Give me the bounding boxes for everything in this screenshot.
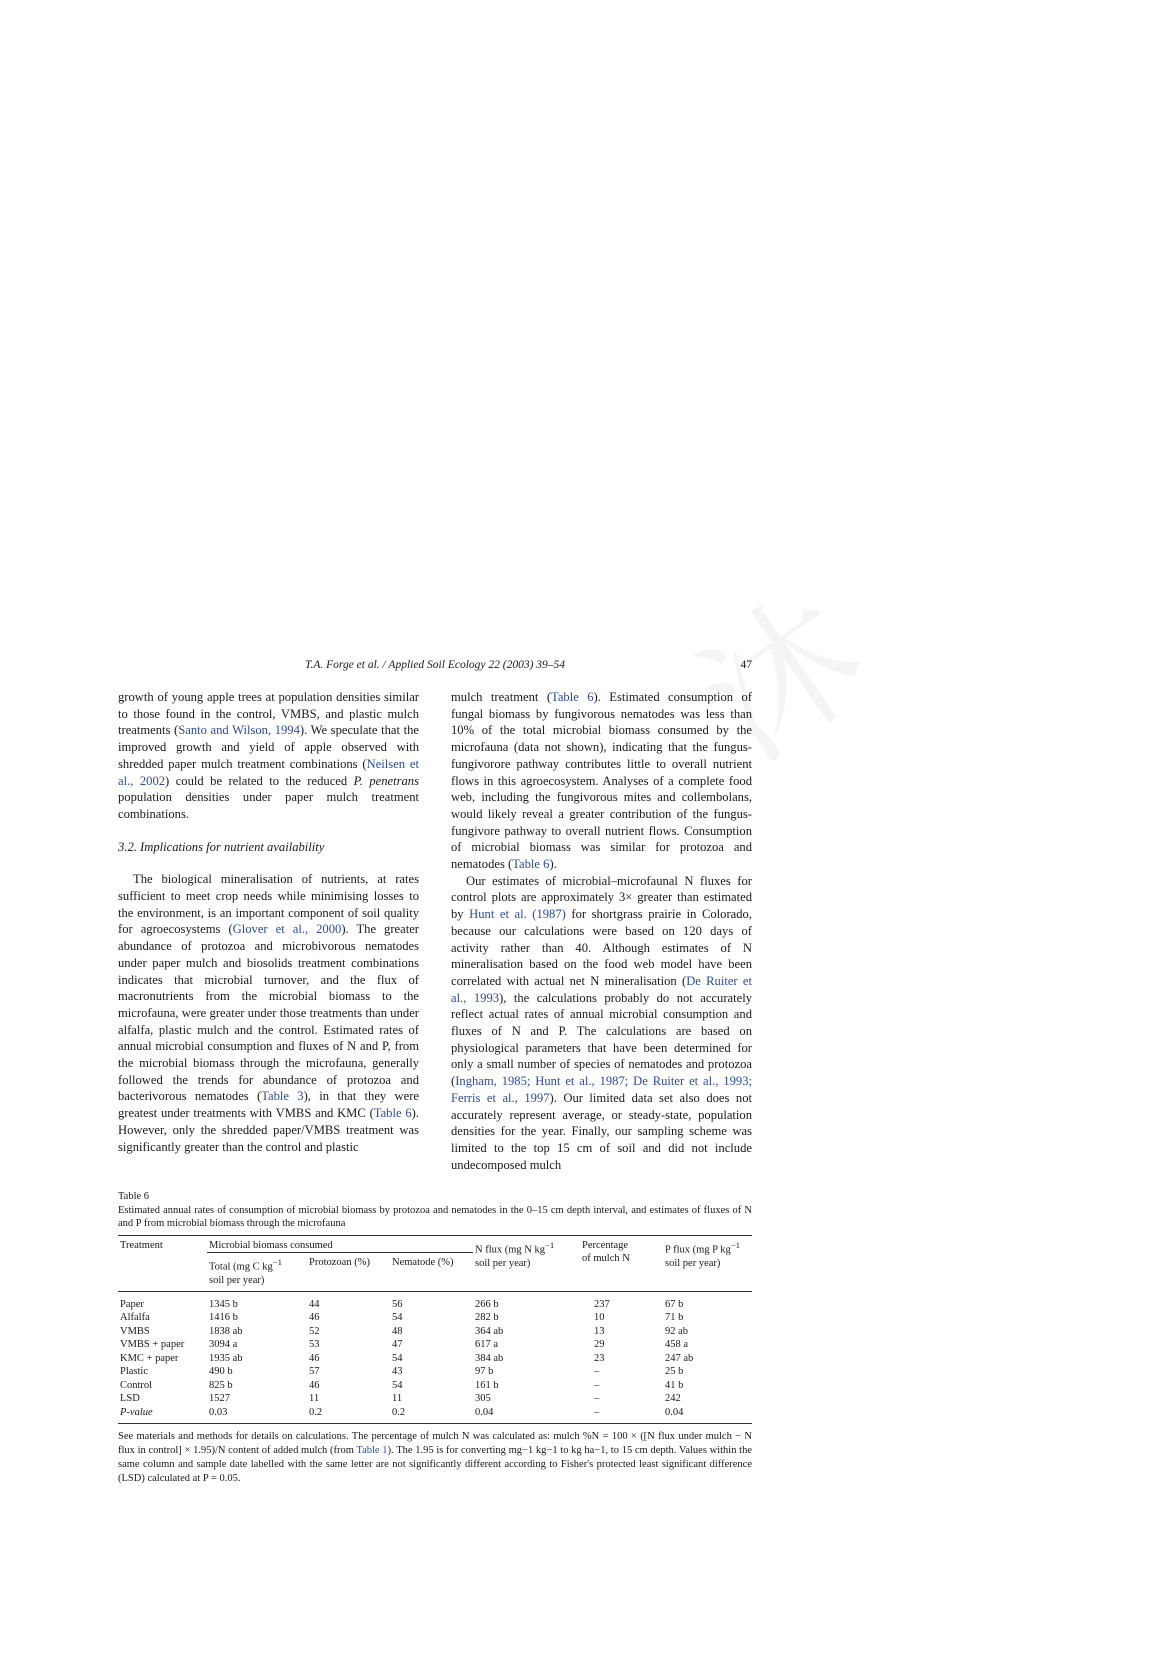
cell-nematode: 47 xyxy=(392,1339,403,1350)
header-percentage: Percentage of mulch N xyxy=(580,1235,663,1291)
cell-protozoan: 11 xyxy=(309,1393,320,1404)
cell-total: 3094 a xyxy=(209,1339,238,1350)
cell-nematode: 54 xyxy=(392,1379,403,1391)
running-header xyxy=(118,659,752,675)
cell-pflux: 92 ab xyxy=(665,1325,689,1337)
cell-treatment: Control xyxy=(120,1379,153,1391)
citation-link[interactable]: Santo and Wilson, 1994 xyxy=(178,723,300,738)
citation-link[interactable]: Ingham, 1985; Hunt et al., 1987; De Ruiter et al., 1993; Ferris et al., 1997 xyxy=(451,1074,752,1105)
cell-pflux: 247 ab xyxy=(665,1352,694,1364)
cell-pct: – xyxy=(594,1366,600,1377)
cell-treatment: P-value xyxy=(118,1406,207,1424)
cell-pflux: 67 b xyxy=(665,1298,684,1310)
cell-total: 825 b xyxy=(209,1379,233,1391)
cell-treatment: KMC + paper xyxy=(120,1352,179,1364)
cell-nflux: 161 b xyxy=(475,1379,499,1391)
cell-pct: 13 xyxy=(594,1325,605,1337)
cell-total: 1416 b xyxy=(209,1312,238,1323)
table-row xyxy=(118,1406,752,1424)
table-6 xyxy=(118,1190,752,1486)
paragraph: growth of young apple trees at population densities similar to those found in the control, VMBS, and plastic mulch treatments (Santo and Wilson, 1994). We speculate that the improved growth and yield of apple observed with shredded paper mulch treatment combinations (Neilsen et al., 2002) could be related to the reduced P. penetrans population densities under paper mulch treatment combinations. xyxy=(118,690,419,821)
table-link[interactable]: Table 6 xyxy=(551,690,594,704)
cell-total: 1345 b xyxy=(209,1298,238,1310)
header-treatment: Treatment xyxy=(118,1235,207,1291)
cell-treatment: VMBS xyxy=(120,1325,150,1337)
cell-protozoan: 52 xyxy=(309,1325,320,1337)
cell-pflux: 41 b xyxy=(665,1379,684,1391)
cell-pct: – xyxy=(594,1379,600,1391)
cell-nflux: 97 b xyxy=(475,1366,494,1377)
table-row xyxy=(118,1392,752,1406)
cell-nematode: 54 xyxy=(392,1352,403,1364)
paragraph: The biological mineralisation of nutrients, at rates sufficient to meet crop needs while minimising losses to the environment, is an important component of soil quality for agroecosystems (Glover et al., 2000). The greater abundance of protozoa and microbivorous nematodes under paper mulch and biosolids treatment combinations indicates that microbial turnover, and the flux of macronutrients from the microbial biomass to the microfauna, were greater under those treatments than under alfalfa, plastic mulch and the control. Estimated rates of annual microbial consumption and fluxes of N and P, from the microbial biomass through the microfauna, generally followed the trends for abundance of protozoa and bacterivorous nematodes (Table 3), in that they were greatest under treatments with VMBS and KMC (Table 6). However, only the shredded paper/VMBS treatment was significantly greater than the control and plastic xyxy=(118,872,419,1154)
data-table xyxy=(118,1235,752,1425)
left-column xyxy=(118,689,419,1155)
cell-pflux: 71 b xyxy=(665,1312,684,1323)
cell-pct: 29 xyxy=(594,1339,605,1350)
cell-nflux: 384 ab xyxy=(475,1352,504,1364)
right-column xyxy=(451,689,752,1173)
cell-nematode: 11 xyxy=(392,1393,403,1404)
cell-nflux: 617 a xyxy=(475,1339,499,1350)
table-label: Table 6 xyxy=(118,1191,150,1202)
cell-nematode: 0.2 xyxy=(390,1406,473,1424)
table-row xyxy=(118,1325,752,1339)
cell-pct: – xyxy=(594,1393,600,1404)
cell-treatment: VMBS + paper xyxy=(120,1339,185,1350)
cell-pflux: 25 b xyxy=(665,1366,684,1377)
page-number: 47 xyxy=(740,659,752,671)
cell-nflux: 305 xyxy=(475,1393,491,1404)
cell-total: 0.03 xyxy=(207,1406,307,1424)
cell-pflux: 458 a xyxy=(665,1339,689,1350)
cell-nematode: 43 xyxy=(392,1366,403,1377)
cell-total: 1527 xyxy=(209,1393,230,1404)
table-link[interactable]: Table 6 xyxy=(512,857,550,872)
cell-protozoan: 46 xyxy=(309,1379,320,1391)
header-total: Total (mg C $kg^{-1}$ soil per year) xyxy=(207,1253,307,1292)
table-row xyxy=(118,1311,752,1325)
section-heading: 3.2. Implications for nutrient availability xyxy=(118,839,325,854)
cell-pflux: 242 xyxy=(665,1393,681,1404)
table-row xyxy=(118,1365,752,1379)
cell-nflux: 266 b xyxy=(475,1298,499,1310)
table-caption: Estimated annual rates of consumption of microbial biomass by protozoa and nematodes in the 0–15 cm depth interval, and estimates of fluxes of N and P from microbial biomass through the microfauna xyxy=(118,1204,752,1229)
cell-pct: – xyxy=(580,1406,663,1424)
cell-treatment: LSD xyxy=(120,1393,140,1404)
running-title: T.A. Forge et al. / Applied Soil Ecology 22 (2003) 39–54 xyxy=(304,659,566,671)
table-row xyxy=(118,1379,752,1393)
cell-pct: 23 xyxy=(594,1352,605,1364)
cell-pflux: 0.04 xyxy=(663,1406,752,1424)
cell-total: 490 b xyxy=(209,1366,233,1377)
header-nflux: N flux (mg N $kg^{-1}$ soil per year) xyxy=(473,1235,580,1291)
cell-nematode: 56 xyxy=(392,1298,403,1310)
header-protozoan: Protozoan (%) xyxy=(307,1253,390,1292)
table-row xyxy=(118,1291,752,1311)
table-row xyxy=(118,1338,752,1352)
cell-total: 1838 ab xyxy=(209,1325,243,1337)
cell-pct: 237 xyxy=(594,1298,610,1310)
cell-nflux: 282 b xyxy=(475,1312,499,1323)
table-link[interactable]: Table 1 xyxy=(356,1445,388,1456)
citation-link[interactable]: Glover et al., 2000 xyxy=(232,922,342,937)
header-nematode: Nematode (%) xyxy=(390,1253,473,1292)
table-footnote: See materials and methods for details on calculations. The percentage of mulch N was calculated as: mulch %N = 100 × ([N flux under mulch − N flux in control] × 1.95)/N content of added mulch (from Table 1). The 1.95 is for converting mg−1 kg−1 to kg ha−1, to 15 cm depth. Values within the same column and sample date labelled with the same letter are not significantly different according to Fisher's protected least significant difference (LSD) calculated at P = 0.05. xyxy=(118,1431,752,1484)
table-row xyxy=(118,1352,752,1366)
cell-nematode: 54 xyxy=(392,1312,403,1323)
cell-protozoan: 57 xyxy=(309,1366,320,1377)
cell-total: 1935 ab xyxy=(209,1352,243,1364)
table-link[interactable]: Table 3 xyxy=(261,1089,304,1104)
header-pflux: P flux (mg P $kg^{-1}$ soil per year) xyxy=(663,1235,752,1291)
citation-link[interactable]: De Ruiter et al., 1993 xyxy=(451,973,752,1005)
header-group: Microbial biomass consumed xyxy=(207,1235,473,1253)
cell-protozoan: 46 xyxy=(309,1352,320,1364)
cell-treatment: Alfalfa xyxy=(120,1312,150,1323)
paragraph: Our estimates of microbial–microfaunal N fluxes for control plots are approximately 3× greater than estimated by Hunt et al. (1987) for shortgrass prairie in Colorado, because our calculations were based on 120 days of activity rather than 40. Although estimates of N mineralisation based on the food web model have been correlated with actual net N mineralisation (De Ruiter et al., 1993), the calculations probably do not accurately reflect actual rates of annual microbial consumption and fluxes of N and P. The calculations are based on physiological parameters that have been determined for only a small number of species of nematodes and protozoa (Ingham, 1985; Hunt et al., 1987; De Ruiter et al., 1993; Ferris et al., 1997). Our limited data set also does not accurately represent average, or steady-state, population densities for the year. Finally, our sampling scheme was limited to the top 15 cm of soil and did not include undecomposed mulch xyxy=(451,873,752,1172)
cell-protozoan: 44 xyxy=(309,1298,320,1310)
table-link[interactable]: Table 6 xyxy=(373,1106,412,1121)
cell-protozoan: 0.2 xyxy=(307,1406,390,1424)
cell-nflux: 0.04 xyxy=(473,1406,580,1424)
citation-link[interactable]: Neilsen et al., 2002 xyxy=(118,756,419,788)
cell-treatment: Paper xyxy=(120,1298,144,1310)
cell-treatment: Plastic xyxy=(120,1366,148,1377)
paragraph: mulch treatment (Table 6). Estimated consumption of fungal biomass by fungivorous nematodes was less than 10% of the total microbial biomass consumed by the microfauna (data not shown), indicating that the fungus-fungivorore pathway contributes little to overall nutrient flows in this agroecosystem. Analyses of a complete food web, including the fungivorous mites and collembolans, would likely reveal a greater contribution of the fungus-fungivore pathway to overall nutrient flows. Consumption of microbial biomass was similar for protozoa and nematodes (Table 6). xyxy=(451,690,752,872)
cell-protozoan: 53 xyxy=(309,1339,320,1350)
cell-nematode: 48 xyxy=(392,1325,403,1337)
cell-protozoan: 46 xyxy=(309,1312,320,1323)
cell-pct: 10 xyxy=(594,1312,605,1323)
citation-link[interactable]: Hunt et al. (1987) xyxy=(469,907,566,922)
cell-nflux: 364 ab xyxy=(475,1325,504,1337)
